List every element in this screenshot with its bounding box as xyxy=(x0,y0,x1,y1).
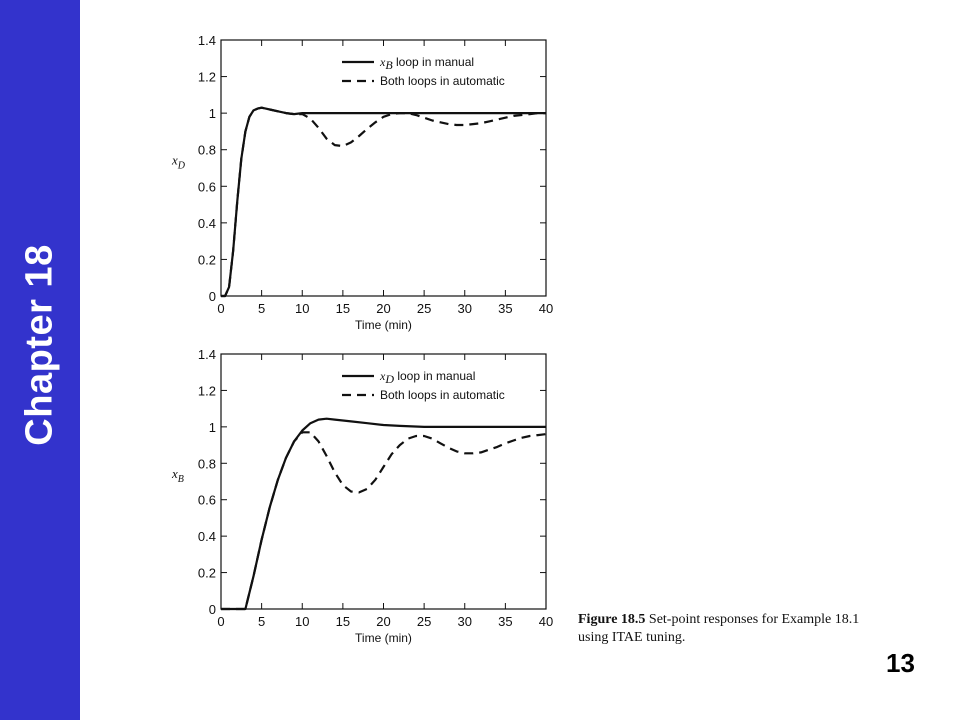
series-line-automatic xyxy=(221,432,546,609)
y-tick-label: 1.2 xyxy=(197,69,216,85)
series-line-manual xyxy=(221,108,546,296)
chapter-label: Chapter 18 xyxy=(18,244,61,446)
y-axis-symbol: x xyxy=(172,465,178,481)
x-tick-label: 5 xyxy=(258,614,266,629)
caption-label: Figure 18.5 xyxy=(578,612,646,627)
x-tick-label: 15 xyxy=(335,301,351,316)
y-axis-subscript: B xyxy=(177,473,184,485)
legend-name: loop in manual xyxy=(392,55,475,69)
y-tick-label: 0.6 xyxy=(197,492,216,508)
x-tick-label: 30 xyxy=(457,301,472,316)
x-tick-label: 25 xyxy=(416,614,432,629)
x-tick-label: 10 xyxy=(295,614,310,629)
chart-2 xyxy=(171,347,553,645)
y-tick-label: 0.8 xyxy=(197,456,216,472)
legend-label xyxy=(379,55,474,72)
series-line-automatic xyxy=(221,108,546,296)
y-tick-label: 1.4 xyxy=(197,33,216,48)
legend-symbol: x xyxy=(380,369,386,383)
figure-caption xyxy=(578,611,878,647)
legend-subscript: B xyxy=(385,58,393,72)
x-tick-label: 30 xyxy=(457,614,472,629)
x-tick-label: 40 xyxy=(538,301,554,316)
x-tick-label: 20 xyxy=(376,301,391,316)
legend-label: Both loops in automatic xyxy=(380,388,505,402)
x-tick-label: 0 xyxy=(217,614,225,629)
y-axis-subscript: D xyxy=(177,160,186,172)
y-tick-label: 0.2 xyxy=(197,565,216,581)
x-tick-label: 5 xyxy=(258,301,266,316)
legend-name: loop in manual xyxy=(394,369,476,383)
y-tick-label: 1 xyxy=(208,419,216,435)
x-axis-title: Time (min) xyxy=(355,318,412,332)
x-tick-label: 0 xyxy=(217,301,225,316)
legend-label: Both loops in automatic xyxy=(380,74,505,88)
x-tick-label: 35 xyxy=(498,614,513,629)
legend-label xyxy=(379,369,475,386)
x-axis-title: Time (min) xyxy=(355,631,412,645)
y-axis-title xyxy=(171,152,186,171)
y-tick-label: 0.4 xyxy=(197,529,216,545)
y-axis-symbol: x xyxy=(172,152,178,168)
caption-text: Set-point responses for Example 18.1 using ITAE tuning. xyxy=(578,612,860,645)
y-tick-label: 0.4 xyxy=(197,215,216,231)
chart-1 xyxy=(171,33,553,332)
y-tick-label: 0 xyxy=(208,289,216,304)
y-tick-label: 0 xyxy=(208,602,216,617)
x-tick-label: 40 xyxy=(538,614,554,629)
y-tick-label: 1.2 xyxy=(197,383,216,399)
y-tick-label: 1 xyxy=(208,106,216,122)
x-tick-label: 15 xyxy=(335,614,351,629)
legend-subscript: D xyxy=(385,372,394,386)
y-tick-label: 1.4 xyxy=(197,347,216,362)
x-tick-label: 35 xyxy=(498,301,513,316)
x-tick-label: 10 xyxy=(295,301,310,316)
y-tick-label: 0.6 xyxy=(197,179,216,195)
x-tick-label: 20 xyxy=(376,614,391,629)
y-axis-title xyxy=(171,466,184,485)
y-tick-label: 0.2 xyxy=(197,252,216,268)
legend-symbol: x xyxy=(380,55,386,69)
x-tick-label: 25 xyxy=(416,301,432,316)
y-tick-label: 0.8 xyxy=(197,142,216,158)
page-number: 13 xyxy=(886,648,915,678)
